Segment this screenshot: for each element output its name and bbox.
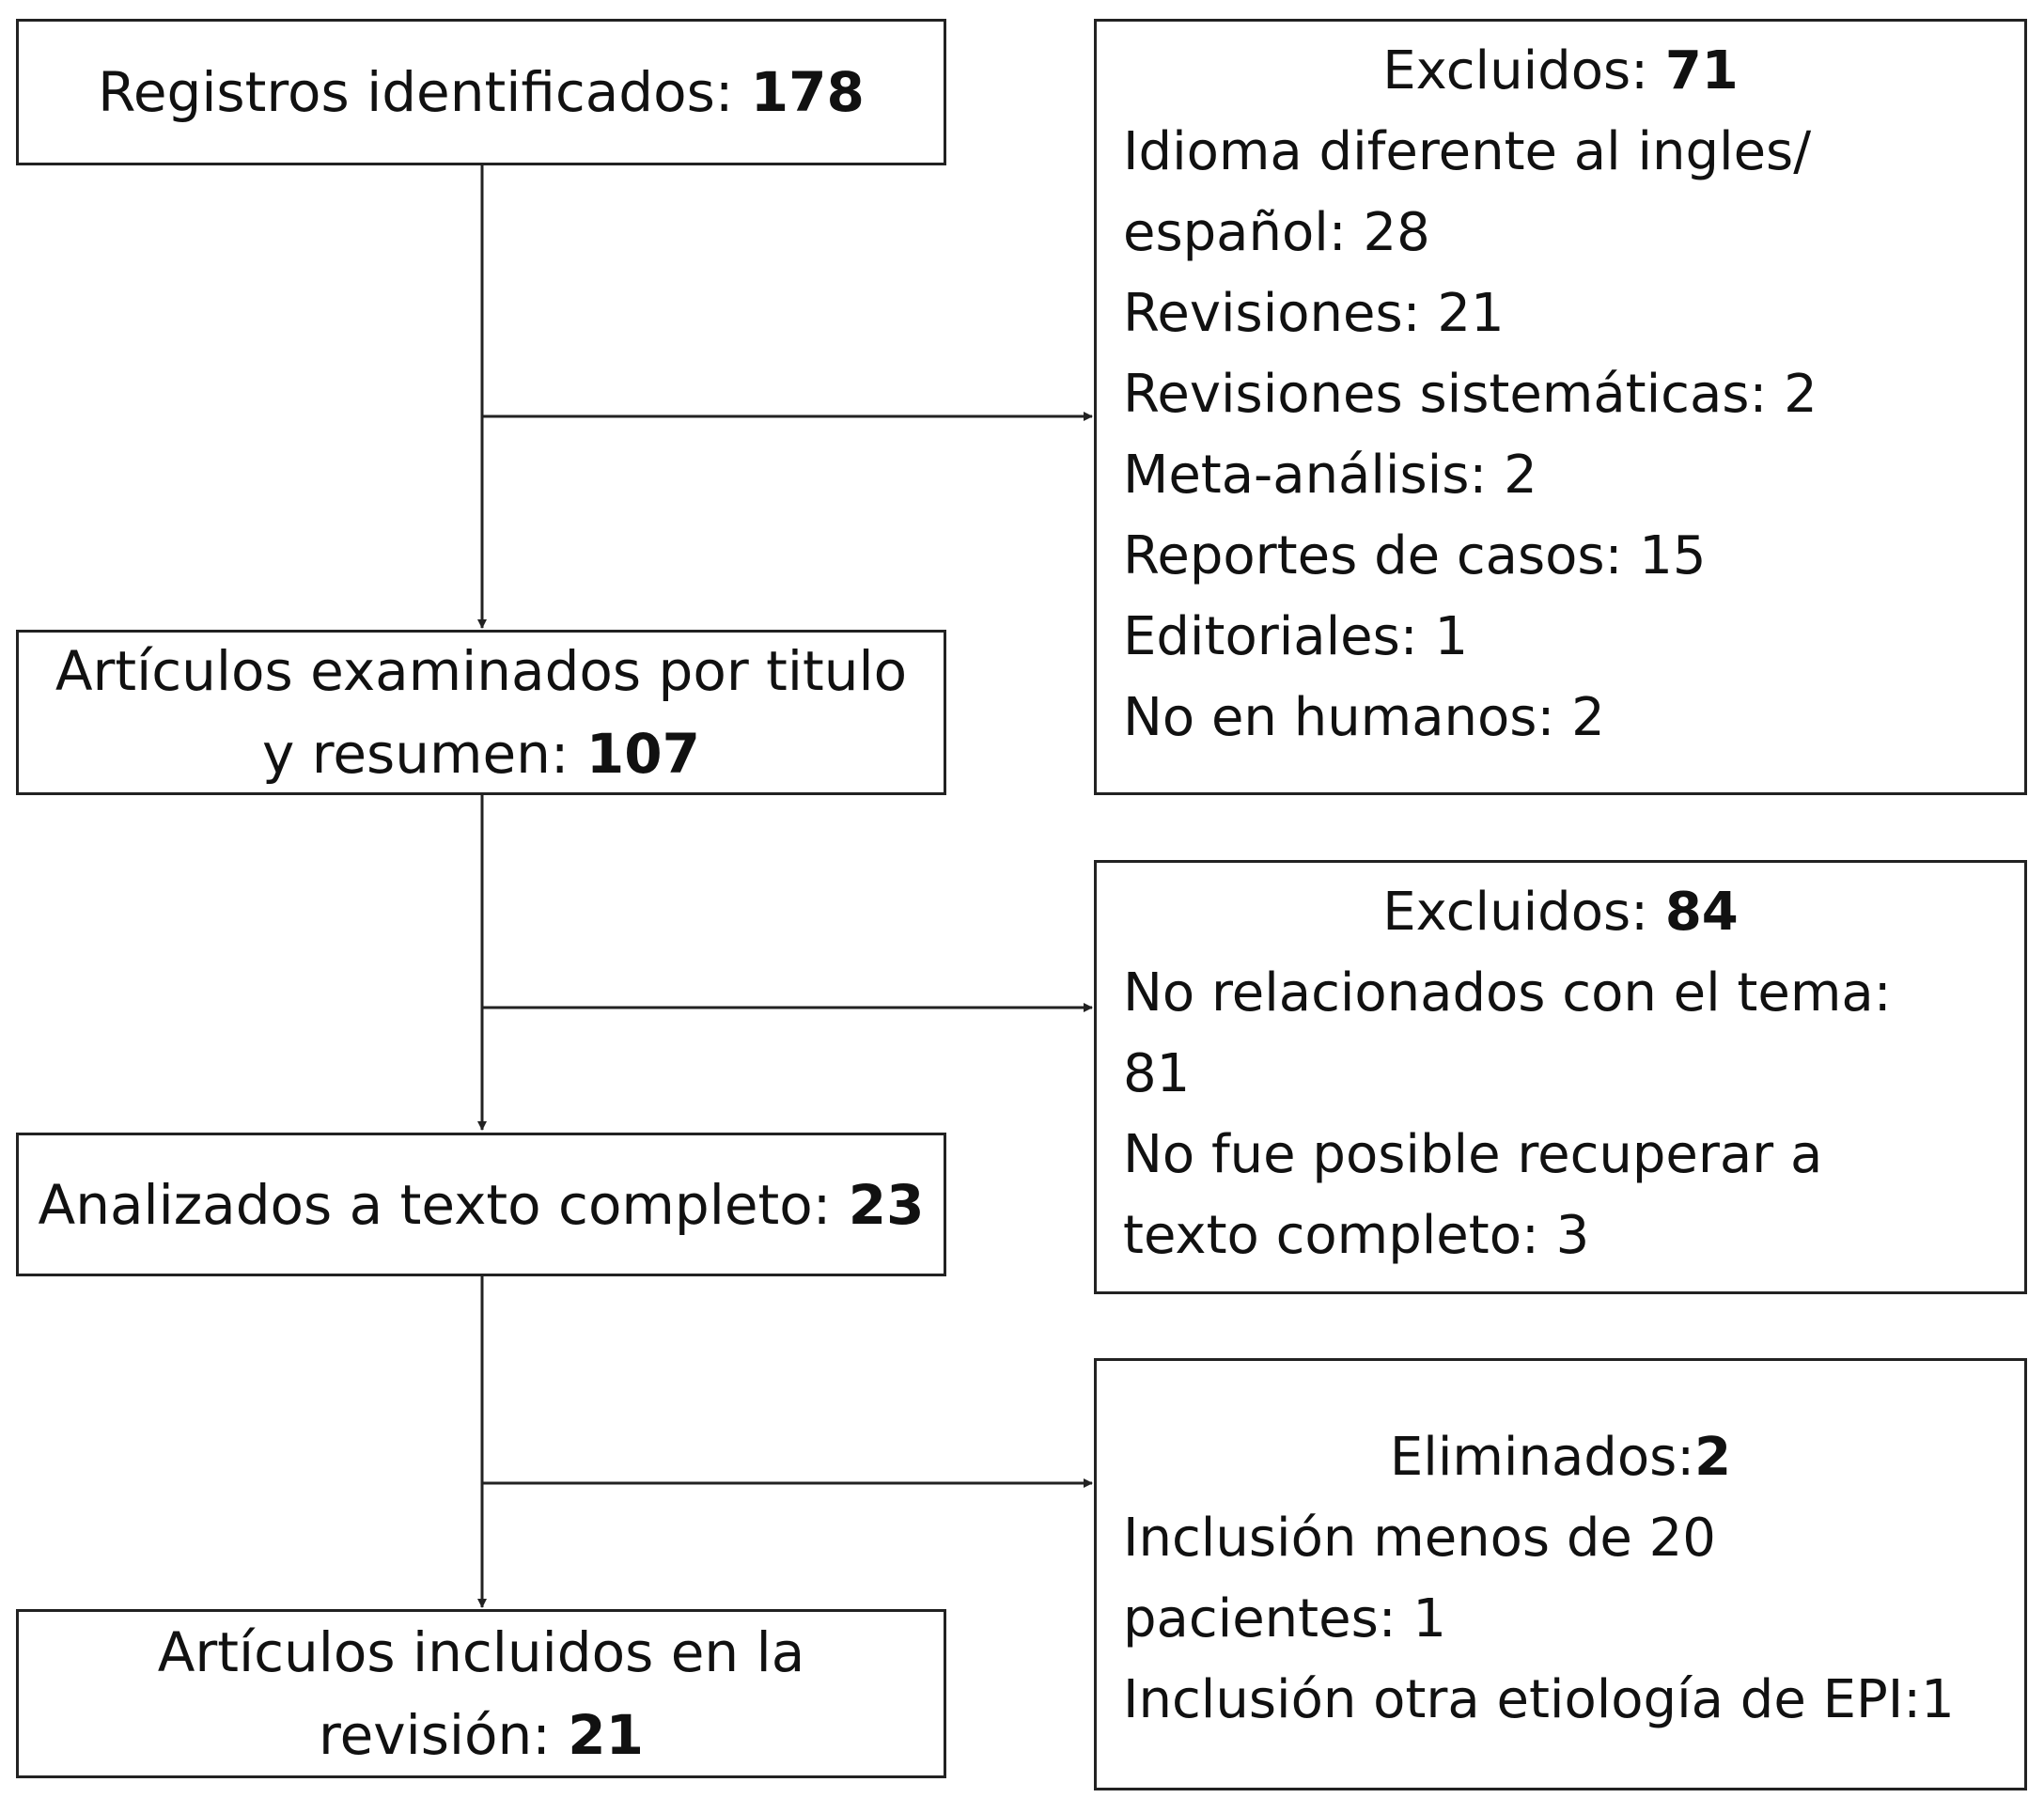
fulltext-text xyxy=(39,1164,925,1246)
exclusion-3-title xyxy=(1097,1417,2024,1498)
exclusion-1-item: español: 28 xyxy=(1123,202,1430,263)
exclusion-box-3 xyxy=(1094,1358,2027,1790)
screened-count: 107 xyxy=(585,722,700,786)
exclusion-3-count: 2 xyxy=(1694,1427,1732,1488)
identified-box xyxy=(16,19,946,165)
exclusion-2-item: No fue posible recuperar a xyxy=(1123,1124,1823,1185)
exclusion-1-item: Idioma diferente al ingles/ xyxy=(1123,121,1812,182)
fulltext-count: 23 xyxy=(848,1172,925,1237)
identified-label: Registros identificados: xyxy=(98,60,734,124)
exclusion-3-item: pacientes: 1 xyxy=(1123,1588,1447,1649)
included-count: 21 xyxy=(568,1703,644,1767)
exclusion-1-item: Revisiones: 21 xyxy=(1123,283,1505,344)
exclusion-1-item: No en humanos: 2 xyxy=(1123,687,1605,748)
included-box xyxy=(16,1609,946,1778)
screened-line-2 xyxy=(262,712,700,795)
fulltext-box xyxy=(16,1133,946,1276)
fulltext-label: Analizados a texto completo: xyxy=(38,1172,832,1237)
exclusion-2-label: Excluidos: xyxy=(1382,882,1649,943)
identified-text xyxy=(98,51,865,133)
exclusion-box-2 xyxy=(1094,860,2027,1294)
included-line-1: Artículos incluidos en la xyxy=(157,1620,805,1684)
exclusion-1-item: Revisiones sistemáticas: 2 xyxy=(1123,364,1818,425)
exclusion-2-count: 84 xyxy=(1664,882,1739,943)
exclusion-1-item: Reportes de casos: 15 xyxy=(1123,525,1707,586)
exclusion-3-item: Inclusión menos de 20 xyxy=(1123,1508,1716,1569)
exclusion-3-item: Inclusión otra etiología de EPI:1 xyxy=(1123,1669,1955,1730)
exclusion-1-item: Editoriales: 1 xyxy=(1123,606,1469,667)
exclusion-3-label: Eliminados: xyxy=(1389,1427,1695,1488)
screened-line-1: Artículos examinados por titulo xyxy=(55,639,908,703)
identified-count: 178 xyxy=(750,60,865,124)
included-line-2 xyxy=(319,1694,644,1776)
exclusion-1-item: Meta-análisis: 2 xyxy=(1123,445,1537,506)
exclusion-2-item: texto completo: 3 xyxy=(1123,1205,1590,1266)
included-label: revisión: xyxy=(319,1703,551,1767)
screened-label: y resumen: xyxy=(262,722,570,786)
exclusion-2-title xyxy=(1097,872,2024,953)
screened-box xyxy=(16,630,946,795)
exclusion-1-title xyxy=(1097,31,2024,112)
exclusion-1-count: 71 xyxy=(1664,40,1739,102)
exclusion-box-1 xyxy=(1094,19,2027,795)
exclusion-2-item: 81 xyxy=(1123,1043,1191,1104)
exclusion-1-label: Excluidos: xyxy=(1382,40,1649,102)
exclusion-2-item: No relacionados con el tema: xyxy=(1123,962,1892,1024)
